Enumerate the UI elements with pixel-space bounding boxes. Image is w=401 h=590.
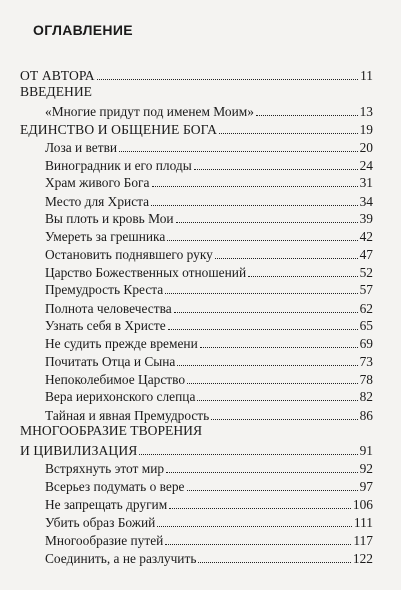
toc-entry-title: Не запрещать другим bbox=[45, 497, 168, 512]
toc-section-row bbox=[20, 118, 373, 138]
toc-page-number: 39 bbox=[359, 211, 373, 226]
toc-page-number: 82 bbox=[359, 389, 373, 404]
toc-entry-title: Узнать себя в Христе bbox=[45, 318, 166, 333]
toc-entry-title: Премудрость Креста bbox=[45, 282, 164, 297]
toc-entry-title: Полнота человечества bbox=[45, 301, 172, 316]
toc-dot-leader bbox=[256, 115, 358, 116]
toc-page-number: 13 bbox=[359, 104, 373, 119]
toc-page-number: 92 bbox=[359, 461, 373, 476]
toc-entry-row bbox=[45, 171, 373, 191]
toc-entry-title: Остановить поднявшего руку bbox=[45, 247, 213, 262]
toc-entry-title: Убить образ Божий bbox=[45, 515, 156, 530]
toc-dot-leader bbox=[97, 79, 358, 80]
toc-page-number: 111 bbox=[353, 515, 373, 530]
toc-dot-leader bbox=[219, 133, 358, 134]
toc-dot-leader bbox=[139, 454, 357, 455]
toc-entry-title: Всерьез подумать о вере bbox=[45, 479, 185, 494]
toc-entry-title: Не судить прежде времени bbox=[45, 336, 198, 351]
toc-entry-title: ЕДИНСТВО И ОБЩЕНИЕ БОГА bbox=[20, 122, 218, 137]
toc-entry-title: Виноградник и его плоды bbox=[45, 158, 192, 173]
toc-page-number: 19 bbox=[359, 122, 373, 137]
toc-entry-row bbox=[45, 243, 373, 263]
toc-page-number: 11 bbox=[360, 68, 373, 83]
toc-dot-leader bbox=[176, 222, 358, 223]
toc-page-number: 73 bbox=[359, 354, 373, 369]
toc-dot-leader bbox=[165, 293, 357, 294]
toc-entry-title: Непоколебимое Царство bbox=[45, 372, 186, 387]
toc-entry-row bbox=[45, 225, 373, 245]
toc-entry-title: Лоза и ветви bbox=[45, 140, 118, 155]
toc-entry-row bbox=[45, 493, 373, 513]
toc-entry-row bbox=[45, 207, 373, 227]
toc-section-title: ВВЕДЕНИЕ bbox=[20, 84, 92, 99]
toc-dot-leader bbox=[169, 508, 351, 509]
toc-entry-row bbox=[45, 100, 373, 120]
toc-entry-title: Место для Христа bbox=[45, 194, 150, 209]
toc-page-number: 47 bbox=[359, 247, 373, 262]
toc-dot-leader bbox=[248, 276, 357, 277]
toc-entry-title: Храм живого Бога bbox=[45, 175, 150, 190]
toc-dot-leader bbox=[177, 365, 357, 366]
toc-heading: ОГЛАВЛЕНИЕ bbox=[33, 22, 133, 38]
toc-dot-leader bbox=[211, 419, 357, 420]
toc-page-number: 78 bbox=[359, 372, 373, 387]
toc-dot-leader bbox=[157, 526, 352, 527]
toc-dot-leader bbox=[152, 186, 358, 187]
toc-page-number: 65 bbox=[359, 318, 373, 333]
toc-entry-title: ОТ АВТОРА bbox=[20, 68, 95, 83]
toc-entry-title: Вера иерихонского слепца bbox=[45, 389, 196, 404]
toc-dot-leader bbox=[165, 544, 351, 545]
toc-dot-leader bbox=[198, 562, 350, 563]
toc-section-row bbox=[20, 64, 373, 84]
toc-entry-row bbox=[45, 136, 373, 156]
toc-page-number: 69 bbox=[359, 336, 373, 351]
toc-entry-row bbox=[45, 529, 373, 549]
toc-entry-row bbox=[45, 332, 373, 352]
toc-page-number: 20 bbox=[359, 140, 373, 155]
toc-page-number: 34 bbox=[359, 194, 373, 209]
toc-entry-title: «Многие придут под именем Моим» bbox=[45, 104, 254, 119]
toc-page-number: 62 bbox=[359, 301, 373, 316]
toc-page-number: 97 bbox=[359, 479, 373, 494]
toc-dot-leader bbox=[119, 151, 358, 152]
toc-page-number: 91 bbox=[359, 443, 373, 458]
toc-entry-row bbox=[45, 314, 373, 334]
toc-entry-title: Вы плоть и кровь Мои bbox=[45, 211, 174, 226]
toc-entry-row bbox=[45, 511, 373, 531]
toc-dot-leader bbox=[174, 312, 358, 313]
toc-page-number: 106 bbox=[352, 497, 373, 512]
toc-dot-leader bbox=[166, 472, 358, 473]
toc-entry-title: Тайная и явная Премудрость bbox=[45, 408, 210, 423]
toc-entry-row bbox=[45, 457, 373, 477]
toc-entry-title: Почитать Отца и Сына bbox=[45, 354, 176, 369]
toc-entry-row bbox=[45, 547, 373, 567]
toc-dot-leader bbox=[168, 329, 358, 330]
toc-section-row bbox=[20, 439, 373, 459]
toc-entry-title: И ЦИВИЛИЗАЦИЯ bbox=[20, 443, 138, 458]
toc-dot-leader bbox=[194, 169, 358, 170]
toc-dot-leader bbox=[187, 383, 358, 384]
toc-page-number: 31 bbox=[359, 175, 373, 190]
toc-entry-row bbox=[45, 350, 373, 370]
toc-entry-title: Соединить, а не разлучить bbox=[45, 551, 197, 566]
toc-page-number: 24 bbox=[359, 158, 373, 173]
toc-entry-row bbox=[45, 385, 373, 405]
toc-page-number: 122 bbox=[352, 551, 373, 566]
toc-entry-title: Умереть за грешника bbox=[45, 229, 166, 244]
toc-page-number: 117 bbox=[353, 533, 373, 548]
toc-entry-title: Встряхнуть этот мир bbox=[45, 461, 165, 476]
toc-page-number: 52 bbox=[359, 265, 373, 280]
toc-entry-title: Многообразие путей bbox=[45, 533, 164, 548]
toc-entry-title: Царство Божественных отношений bbox=[45, 265, 247, 280]
toc-dot-leader bbox=[200, 347, 358, 348]
toc-page-number: 57 bbox=[359, 282, 373, 297]
toc-page-number: 86 bbox=[359, 408, 373, 423]
toc-dot-leader bbox=[151, 205, 358, 206]
toc-dot-leader bbox=[187, 490, 358, 491]
toc-entry-row bbox=[45, 404, 373, 424]
toc-entry-row bbox=[45, 475, 373, 495]
toc-dot-leader bbox=[197, 400, 357, 401]
toc-page-number: 42 bbox=[359, 229, 373, 244]
toc-dot-leader bbox=[167, 240, 357, 241]
toc-entry-row bbox=[45, 278, 373, 298]
toc-dot-leader bbox=[215, 258, 358, 259]
toc-section-title: МНОГООБРАЗИЕ ТВОРЕНИЯ bbox=[20, 423, 203, 438]
